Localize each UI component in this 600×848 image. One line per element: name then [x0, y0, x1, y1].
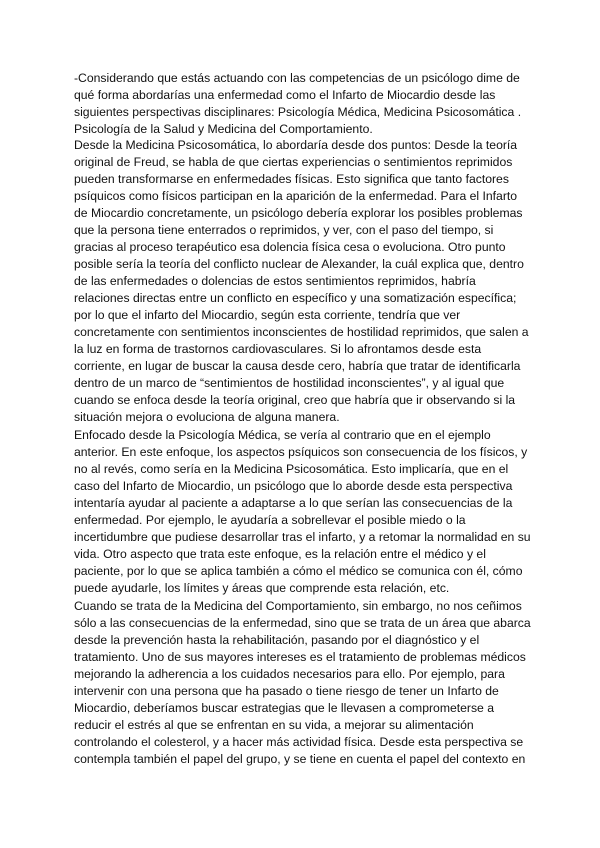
paragraph-line: de Miocardio concretamente, un psicólogo debería explorar los posibles problemas — [74, 206, 523, 220]
paragraph-line: incertidumbre que pudiese desarrollar tras el infarto, y a retomar la normalidad en su — [74, 530, 531, 544]
paragraph-line: gracias al proceso terapéutico esa dolencia física cesa o evoluciona. Otro punto — [74, 240, 506, 254]
paragraph-line: por lo que el infarto del Miocardio, según esta corriente, tendría que ver — [74, 308, 461, 322]
paragraph-line: intentaría ayudar al paciente a adaptarse a lo que serían las consecuencias de la — [74, 496, 513, 510]
paragraph-line: contempla también el papel del grupo, y se tiene en cuenta el papel del contexto en — [74, 752, 526, 766]
paragraph-line: enfermedad. Por ejemplo, le ayudaría a sobrellevar el posible miedo o la — [74, 513, 466, 527]
paragraph-line: sólo a las consecuencias de la enfermedad, sino que se trata de un área que abarca — [74, 616, 531, 630]
paragraph-line: intervenir con una persona que ha pasado o tiene riesgo de tener un Infarto de — [74, 684, 499, 698]
psicologia-medica-paragraph — [74, 427, 532, 597]
paragraph-line: la luz en forma de trastornos cardiovasculares. Si lo afrontamos desde esta — [74, 342, 482, 356]
paragraph-line: psíquicos como físicos participan en la aparición de la enfermedad. Para el Infarto — [74, 189, 518, 203]
paragraph-line: anterior. En este enfoque, los aspectos psíquicos son consecuencia de los físicos, y — [74, 445, 528, 459]
paragraph-line: reducir el estrés al que se enfrentan en su vida, a mejorar su alimentación — [74, 718, 474, 732]
paragraph-line: que la persona tiene enterrados o reprimidos, y ver, con el paso del tiempo, si — [74, 223, 494, 237]
paragraph-line: vida. Otro aspecto que trata este enfoque, es la relación entre el médico y el — [74, 547, 486, 561]
question-line: qué forma abordarías una enfermedad como el Infarto de Miocardio desde las — [74, 88, 496, 102]
question-paragraph — [74, 70, 532, 138]
paragraph-line: relaciones directas entre un conflicto en específico y una somatización específica; — [74, 291, 517, 305]
paragraph-line: dentro de un marco de “sentimientos de hostilidad inconscientes”, y al igual que — [74, 376, 505, 390]
paragraph-line: de las enfermedades o dolencias de estos sentimientos reprimidos, habría — [74, 274, 476, 288]
paragraph-line: corriente, en lugar de buscar la causa desde cero, habría que tratar de identificarla — [74, 359, 521, 373]
paragraph-line: paciente, por lo que se aplica también a cómo el médico se comunica con él, cómo — [74, 564, 523, 578]
paragraph-line: Desde la Medicina Psicosomática, lo abordaría desde dos puntos: Desde la teoría — [74, 138, 518, 152]
paragraph-line: controlando el colesterol, y a hacer más actividad física. Desde esta perspectiva se — [74, 735, 524, 749]
paragraph-line: caso del Infarto de Miocardio, un psicólogo que lo aborde desde esta perspectiva — [74, 479, 513, 493]
paragraph-line: Enfocado desde la Psicología Médica, se vería al contrario que en el ejemplo — [74, 428, 491, 442]
psicosomatica-paragraph — [74, 137, 532, 426]
paragraph-line: puede ayudarle, los límites y áreas que comprende esta relación, etc. — [74, 581, 450, 595]
paragraph-line: desde la prevención hasta la rehabilitación, pasando por el diagnóstico y el — [74, 633, 480, 647]
paragraph-line: posible sería la teoría del conflicto nuclear de Alexander, la cuál explica que, dentro — [74, 257, 524, 271]
question-line: siguientes perspectivas disciplinares: Psicología Médica, Medicina Psicosomática . — [74, 105, 522, 119]
paragraph-line: no al revés, como sería en la Medicina Psicosomática. Esto implicaría, que en el — [74, 462, 509, 476]
medicina-comportamiento-paragraph — [74, 598, 532, 768]
question-line: -Considerando que estás actuando con las competencias de un psicólogo dime de — [74, 71, 520, 85]
paragraph-line: pueden transformarse en enfermedades físicas. Esto significa que tanto factores — [74, 172, 509, 186]
paragraph-line: Cuando se trata de la Medicina del Comportamiento, sin embargo, no nos ceñimos — [74, 599, 522, 613]
paragraph-line: Miocardio, deberíamos buscar estrategias que le llevasen a comprometerse a — [74, 701, 495, 715]
paragraph-line: cuando se enfoca desde la teoría original, creo que habría que ir observando si la — [74, 393, 516, 407]
paragraph-line: situación mejora o evoluciona de alguna manera. — [74, 410, 340, 424]
paragraph-line: mejorando la adherencia a los cuidados necesarios para ello. Por ejemplo, para — [74, 667, 505, 681]
paragraph-line: original de Freud, se habla de que ciertas experiencias o sentimientos reprimidos — [74, 155, 513, 169]
question-line: Psicología de la Salud y Medicina del Comportamiento. — [74, 122, 373, 136]
paragraph-line: tratamiento. Uno de sus mayores intereses es el tratamiento de problemas médicos — [74, 650, 526, 664]
paragraph-line: concretamente con sentimientos inconscientes de hostilidad reprimidos, que salen a — [74, 325, 529, 339]
